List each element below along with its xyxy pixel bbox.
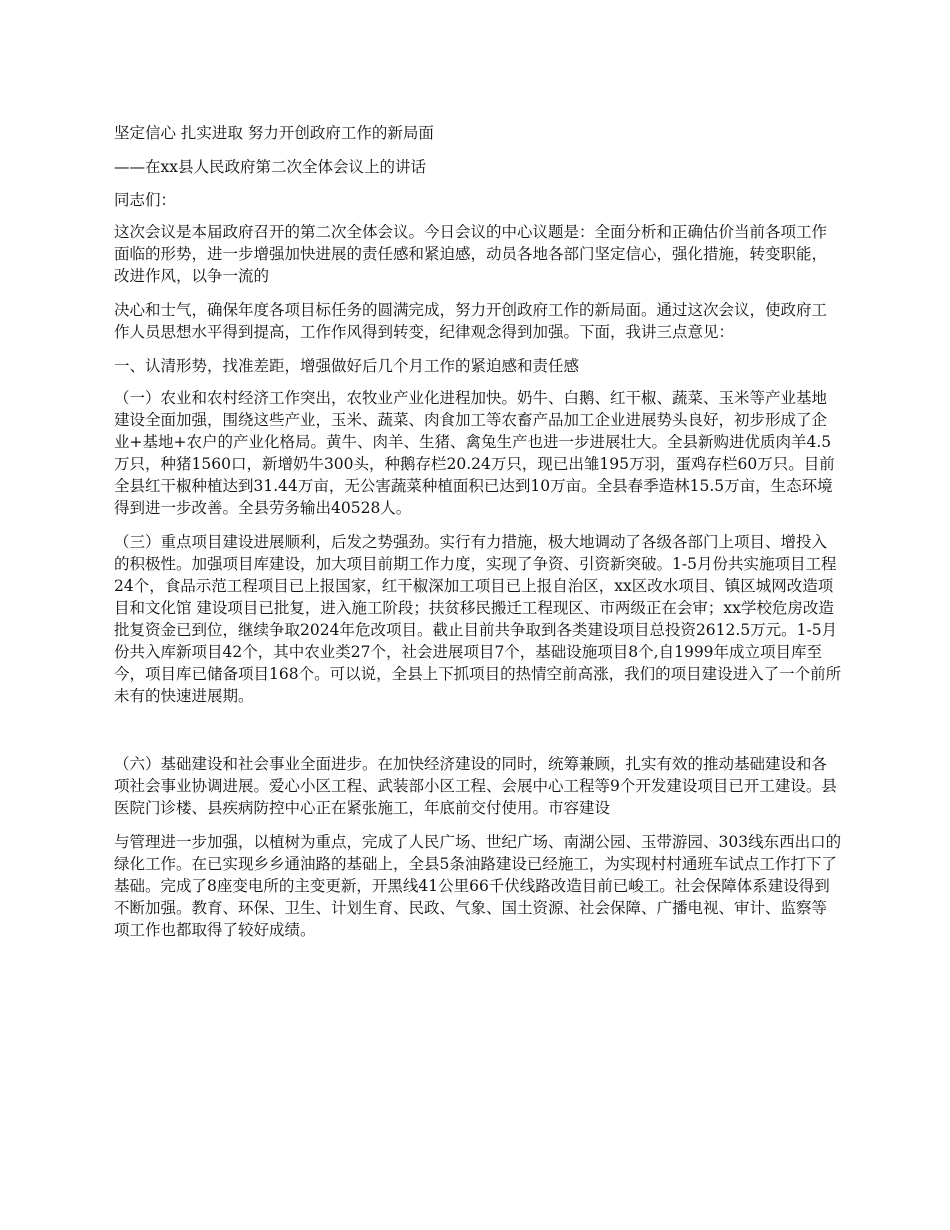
paragraph-intro-1: 这次会议是本届政府召开的第二次全体会议。今日会议的中心议题是：全面分析和正确估价当前各项工作面临的形势，进一步增强加快进展的责任感和紧迫感，动员各地各部门坚定信心，强化措施，转变职能，改进作风，以争一流的: [114, 223, 828, 285]
paragraph-urban-management: 与管理进一步加强，以植树为重点，完成了人民广场、世纪广场、南湖公园、玉带游园、303线东西出口的绿化工作。在已实现乡乡通油路的基础上，全县5条油路建设已经施工，为实现村村通班车试点工作打下了基础。完成了8座变电所的主变更新，开黑线41公里66千伏线路改造目前已峻工。社会保障体系建设得到不断加强。教育、环保、卫生、计划生育、民政、气象、国土资源、社会保障、广播电视、审计、监察等项工作也都取得了较好成绩。: [114, 833, 842, 939]
paragraph-projects: （三）重点项目建设进展顺利，后发之势强劲。实行有力措施，极大地调动了各级各部门上项目、增投入的积极性。加强项目库建设，加大项目前期工作力度，实现了争资、引资新突破。1-5月份共实施项目工程24个，食品示范工程项目已上报国家，红干椒深加工项目已上报自治区，xx区改水项目、镇区城网改造项目和文化馆 建设项目已批复，进入施工阶段；扶贫移民搬迁工程现区、市两级正在会审；xx学校危房改造批复资金已到位，继续争取2024年危改项目。截止目前共争取到各类建设项目总投资2612.5万元。1-5月份共入库新项目42个，其中农业类27个，社会进展项目7个，基础设施项目8个,自1999年成立项目库至今，项目库已储备项目168个。可以说，全县上下抓项目的热情空前高涨，我们的项目建设进入了一个前所未有的快速进展期。: [114, 533, 842, 705]
document-page: [114, 122, 842, 953]
section-heading-1: 一、认清形势，找准差距，增强做好后几个月工作的紧迫感和责任感: [114, 357, 580, 375]
greeting: 同志们：: [114, 191, 177, 209]
document-subtitle: ——在xx县人民政府第二次全体会议上的讲话: [114, 158, 426, 176]
paragraph-intro-2: 决心和士气，确保年度各项目标任务的圆满完成，努力开创政府工作的新局面。通过这次会议，使政府工作人员思想水平得到提高，工作作风得到转变，纪律观念得到加强。下面，我讲三点意见：: [114, 301, 828, 341]
document-title: 坚定信心 扎实进取 努力开创政府工作的新局面: [114, 124, 434, 142]
paragraph-agriculture: （一）农业和农村经济工作突出，农牧业产业化进程加快。奶牛、白鹅、红干椒、蔬菜、玉米等产业基地建设全面加强，围绕这些产业，玉米、蔬菜、肉食加工等农畜产品加工企业进展势头良好，初步形成了企业+基地+农户的产业化格局。黄牛、肉羊、生猪、禽兔生产也进一步进展壮大。全县新购进优质肉羊4.5万只，种猪1560口，新增奶牛300头，种鹅存栏20.24万只，现已出雏195万羽，蛋鸡存栏60万只。目前全县红干椒种植达到31.44万亩，无公害蔬菜种植面积已达到10万亩。全县春季造林15.5万亩，生态环境得到进一步改善。全县劳务输出40528人。: [114, 389, 835, 517]
paragraph-infrastructure: （六）基础建设和社会事业全面进步。在加快经济建设的同时，统筹兼顾，扎实有效的推动基础建设和各项社会事业协调进展。爱心小区工程、武装部小区工程、会展中心工程等9个开发建设项目已开工建设。县医院门诊楼、县疾病防控中心正在紧张施工，年底前交付使用。市容建设: [114, 755, 837, 817]
